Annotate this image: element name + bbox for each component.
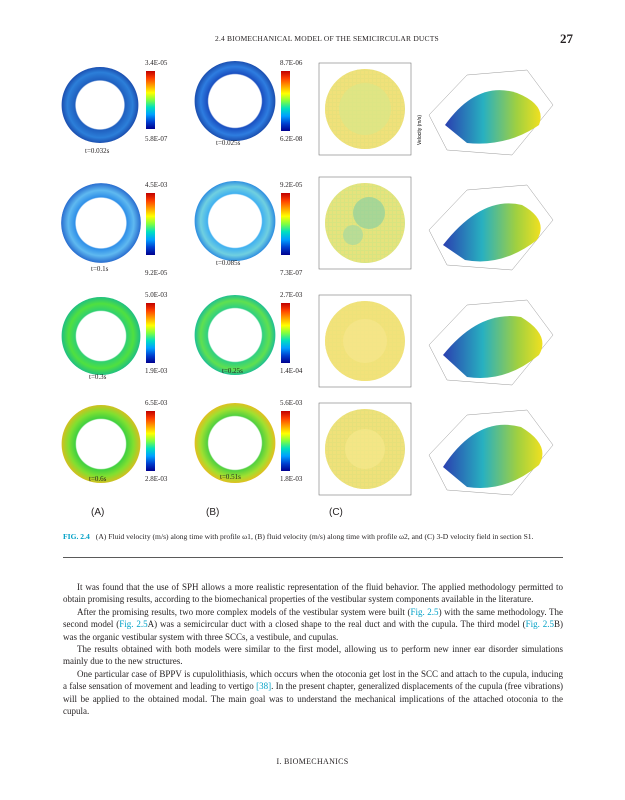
b-frame-3 — [188, 287, 318, 397]
panel-label-c: (C) — [329, 507, 343, 518]
b-frame-1 — [188, 55, 318, 165]
surface-plot-3 — [429, 300, 553, 385]
paragraph-text: A) was a semicircular duct with a closed shape to the real duct and with the cupula. The third model ( — [147, 619, 526, 630]
colorbar-max: 5.0E-03 — [145, 291, 168, 299]
grid-plot-1 — [319, 63, 411, 155]
surface-plot-2 — [429, 185, 553, 270]
b-frame-4 — [188, 395, 318, 505]
velocity-ring — [194, 403, 276, 483]
colorbar — [281, 71, 290, 131]
velocity-ring — [194, 61, 276, 141]
colorbar-min: 1.4E-04 — [280, 367, 303, 375]
grid-plot-3 — [319, 295, 411, 387]
paragraph-text: After the promising results, two more complex models of the vestibular system were built ( — [77, 606, 411, 617]
paragraph — [63, 668, 563, 718]
page-number: 27 — [560, 31, 573, 46]
colorbar — [146, 193, 155, 255]
colorbar-max: 6.5E-03 — [145, 399, 168, 407]
velocity-ring — [61, 67, 139, 143]
colorbar-max: 5.6E-03 — [280, 399, 303, 407]
time-label: t=0.032s — [85, 147, 110, 155]
a-frame-4 — [55, 395, 185, 505]
time-label: t=0.085s — [216, 259, 241, 267]
body-text — [63, 581, 563, 717]
velocity-ring — [61, 183, 141, 263]
running-footer: I. BIOMECHANICS — [276, 757, 349, 766]
paragraph — [63, 581, 563, 606]
figure-2-4 — [55, 55, 555, 520]
colorbar — [146, 411, 155, 471]
caption-text: (A) Fluid velocity (m/s) along time with profile ω1, (B) fluid velocity (m/s) along time with profile ω2, and (C) 3-D velocity field in section S1. — [95, 532, 534, 541]
figure-link[interactable]: Fig. 2.5 — [119, 619, 148, 630]
surface-axis-label: Velocity (m/s) — [417, 114, 423, 145]
surface-plot-4 — [429, 410, 553, 495]
velocity-ring — [194, 295, 276, 375]
running-header: 2.4 BIOMECHANICAL MODEL OF THE SEMICIRCULAR DUCTS — [215, 34, 439, 43]
colorbar — [281, 303, 290, 363]
velocity-ring — [194, 181, 276, 261]
colorbar-max: 4.5E-03 — [145, 181, 168, 189]
colorbar — [146, 303, 155, 363]
colorbar-max: 2.7E-03 — [280, 291, 303, 299]
paragraph — [63, 606, 563, 643]
colorbar-min: 1.8E-03 — [280, 475, 303, 483]
panel-c-plots — [317, 55, 555, 510]
time-label: t=0.025s — [216, 139, 241, 147]
citation-link[interactable]: [38] — [256, 681, 272, 692]
colorbar — [281, 411, 290, 471]
grid-plot-2 — [319, 177, 411, 269]
figure-caption — [63, 531, 563, 542]
paragraph-text: It was found that the use of SPH allows a more realistic representation of the fluid behavior. The applied methodology permitted to obtain promising results, according to the biomechanical properties of the vestibular system components available in the literature. — [63, 582, 563, 605]
figure-link[interactable]: Fig. 2.5 — [525, 619, 555, 630]
velocity-ring — [61, 297, 141, 375]
panel-label-b: (B) — [206, 507, 220, 518]
time-label: t=0.51s — [220, 473, 241, 481]
colorbar — [146, 71, 155, 129]
caption-label: FIG. 2.4 — [63, 532, 90, 541]
paragraph — [63, 643, 563, 668]
colorbar-min: 9.2E-05 — [145, 269, 168, 277]
a-frame-2 — [55, 177, 185, 287]
caption-rule — [63, 557, 563, 558]
colorbar-min: 5.8E-07 — [145, 135, 168, 143]
time-label: t=0.3s — [89, 373, 107, 381]
colorbar-min: 6.2E-08 — [280, 135, 303, 143]
colorbar-min: 7.3E-07 — [280, 269, 303, 277]
figure-link[interactable]: Fig. 2.5 — [410, 606, 439, 617]
time-label: t=0.25s — [222, 367, 243, 375]
colorbar-max: 8.7E-06 — [280, 59, 303, 67]
colorbar-max: 3.4E-05 — [145, 59, 168, 67]
surface-plot-1 — [429, 70, 553, 155]
b-frame-2 — [188, 177, 318, 287]
colorbar-min: 2.8E-03 — [145, 475, 168, 483]
paragraph-text: The results obtained with both models were similar to the first model, allowing us to perform new inner ear disorder simulations mainly due to the new structures. — [63, 644, 563, 667]
paragraph-text: One particular case of BPPV is cupulolithiasis, which occurs when the otoconia get lost in the SCC and attach to the cupula, inducing a false sensation of movement and leading to vertigo — [63, 668, 563, 692]
colorbar-min: 1.9E-03 — [145, 367, 168, 375]
a-frame-3 — [55, 287, 185, 397]
velocity-ring — [61, 405, 141, 483]
grid-plot-4 — [319, 403, 411, 495]
colorbar-max: 9.2E-05 — [280, 181, 303, 189]
paragraph-text: B) was the organic vestibular system with three SCCs, a vestibule, and cupulas. — [63, 619, 564, 642]
a-frame-1 — [55, 55, 185, 165]
paragraph-text: . In the present chapter, generalized displacements of the cupula (free vibrations) will be applied to the obtained modal. The main goal was to understand the mechanical implications of the attached otoconia to the cupula. — [63, 681, 563, 717]
colorbar — [281, 193, 290, 255]
time-label: t=0.1s — [91, 265, 109, 273]
panel-label-a: (A) — [91, 507, 105, 518]
paragraph-text: ) with the same methodology. The second model ( — [63, 606, 563, 630]
time-label: t=0.6s — [89, 475, 107, 483]
